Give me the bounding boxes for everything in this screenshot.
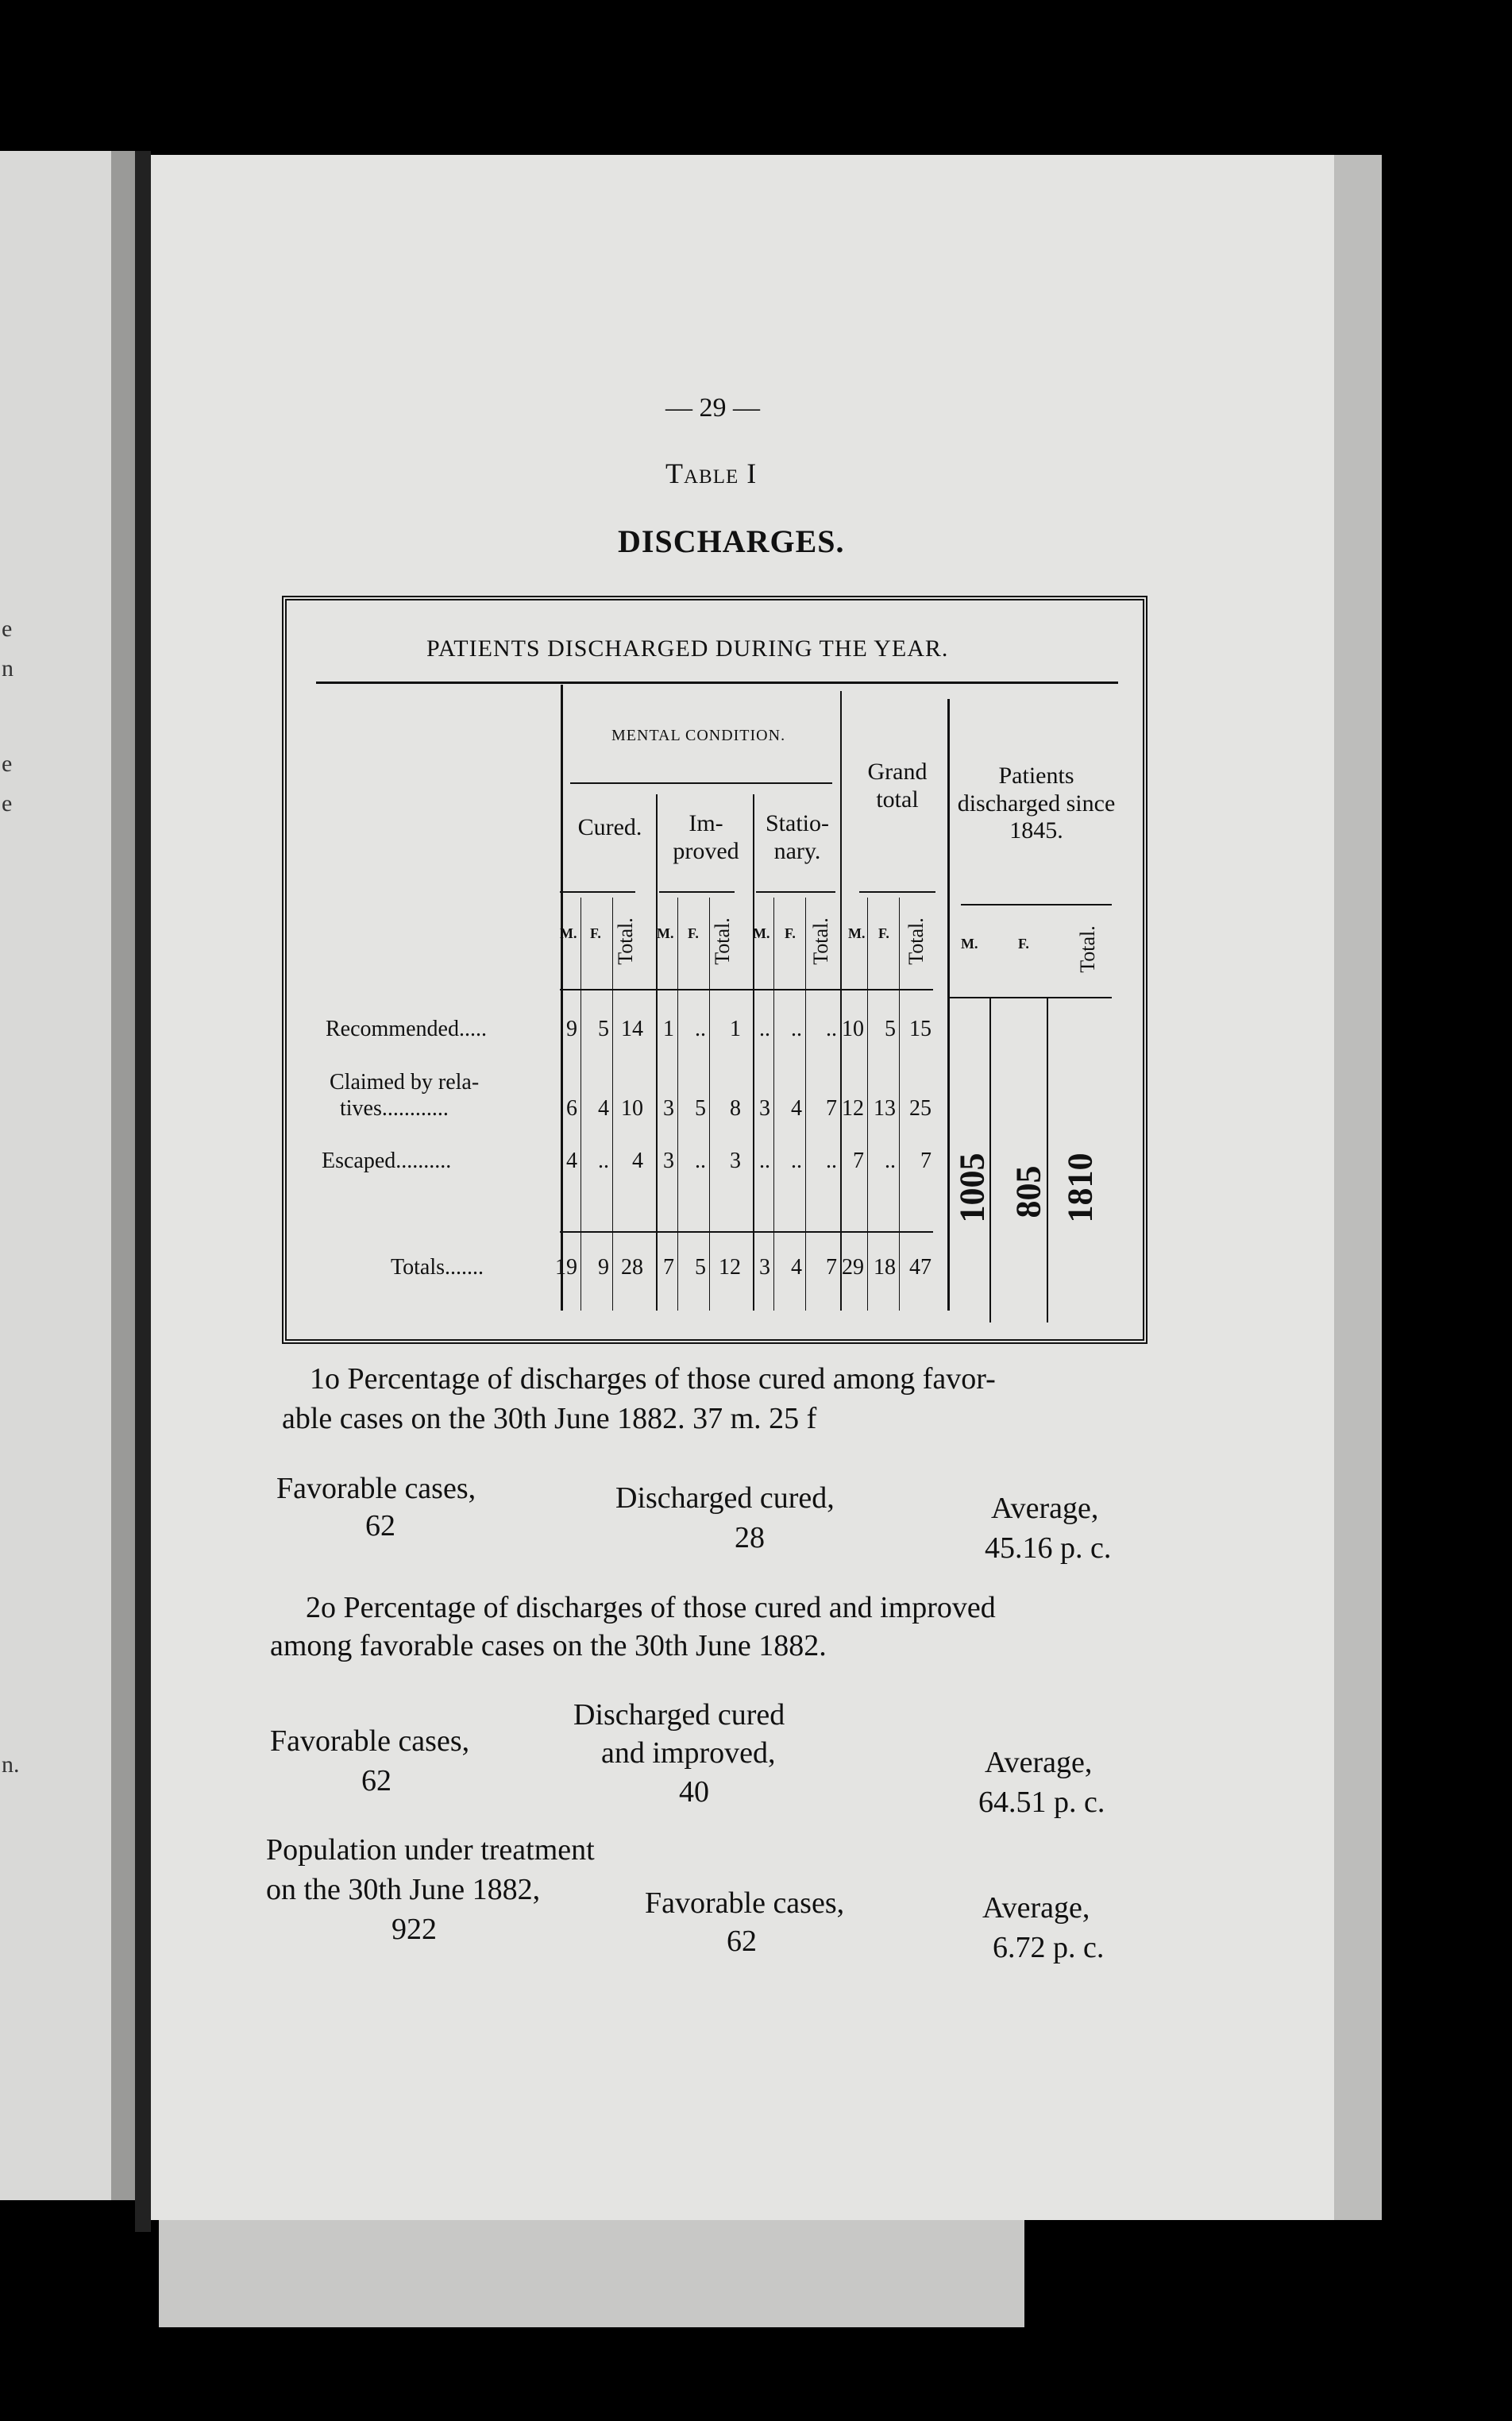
table-total-cell: 7 xyxy=(826,1255,837,1280)
table-cell: .. xyxy=(759,1149,770,1173)
sub-f: F. xyxy=(688,925,699,941)
sub-m: M. xyxy=(753,925,770,941)
r1-c-value: 45.16 p. c. xyxy=(985,1531,1112,1565)
r2-b-value: 40 xyxy=(679,1775,709,1809)
table-cell: 10 xyxy=(621,1096,643,1121)
table-cell: .. xyxy=(759,1017,770,1041)
sub-total: Total. xyxy=(613,917,637,965)
subheader-bottom-rule xyxy=(560,989,933,990)
table-cell: 3 xyxy=(663,1096,674,1121)
table-caption: PATIENTS DISCHARGED DURING THE YEAR. xyxy=(426,635,949,662)
since-1845-header: Patients discharged since 1845. xyxy=(957,763,1116,844)
table-cell: .. xyxy=(598,1149,609,1173)
table-total-cell: 28 xyxy=(621,1255,643,1280)
r2-a-value: 62 xyxy=(361,1764,392,1797)
cured-sub-rule xyxy=(560,891,635,893)
sub-m: M. xyxy=(848,925,866,941)
r1-c-label: Average, xyxy=(991,1492,1099,1525)
table-cell: 5 xyxy=(695,1096,706,1121)
table-total-cell: 9 xyxy=(598,1255,609,1280)
table-cell: 7 xyxy=(853,1149,864,1173)
since-header-bottom-rule xyxy=(949,997,1112,998)
cured-improved-rule xyxy=(656,794,658,1311)
r1-a-value: 62 xyxy=(365,1509,395,1543)
table-cell: 14 xyxy=(621,1017,643,1041)
left-page xyxy=(0,151,135,2200)
label-column-rule xyxy=(561,685,563,1311)
improved-stationary-rule xyxy=(753,794,754,1311)
col-sep xyxy=(899,898,900,1311)
book-gutter xyxy=(135,151,151,2232)
table-total-cell: 3 xyxy=(759,1255,770,1280)
table-total-cell: 7 xyxy=(663,1255,674,1280)
table-total-cell: 12 xyxy=(719,1255,741,1280)
cured-header: Cured. xyxy=(577,814,642,840)
table-total-cell: 5 xyxy=(695,1255,706,1280)
r3-b-label: Favorable cases, xyxy=(645,1886,845,1920)
table-cell: .. xyxy=(791,1017,802,1041)
r1-b-value: 28 xyxy=(735,1521,765,1554)
r3-c-label: Average, xyxy=(982,1891,1090,1925)
sub-total: Total. xyxy=(1075,925,1099,973)
sub-f: F. xyxy=(1018,936,1029,952)
r2-c-label: Average, xyxy=(985,1746,1093,1779)
table-total-cell: 19 xyxy=(555,1255,577,1280)
grand-total-header: Grand total xyxy=(867,759,928,813)
r3-b-value: 62 xyxy=(727,1925,757,1958)
left-page-fragment: e xyxy=(2,751,13,777)
row-label: Claimed by rela- xyxy=(330,1070,480,1095)
table-cell: 5 xyxy=(598,1017,609,1041)
table-cell: 7 xyxy=(920,1149,932,1173)
table-cell: 8 xyxy=(730,1096,741,1121)
table-cell: 13 xyxy=(874,1096,896,1121)
r3-a-value: 922 xyxy=(392,1913,437,1946)
left-page-fragment: e xyxy=(2,616,13,642)
table-total-cell: 4 xyxy=(791,1255,802,1280)
r1-b-label: Discharged cured, xyxy=(615,1481,835,1515)
r1-a-label: Favorable cases, xyxy=(276,1472,476,1505)
table-cell: 5 xyxy=(885,1017,896,1041)
col-sep xyxy=(805,898,806,1311)
p1-line1: 1o Percentage of discharges of those cured among favor- xyxy=(310,1362,996,1396)
table-cell: 12 xyxy=(842,1096,864,1121)
since-f-value: 805 xyxy=(1009,1165,1048,1218)
mental-condition-header: MENTAL CONDITION. xyxy=(611,727,786,744)
left-page-fragment: n xyxy=(2,655,14,682)
table-total-cell: 18 xyxy=(874,1255,896,1280)
table-total-cell: 47 xyxy=(909,1255,932,1280)
r2-c-value: 64.51 p. c. xyxy=(978,1786,1105,1819)
stationary-header: Statio- nary. xyxy=(766,810,829,864)
mental-condition-rule xyxy=(570,782,832,784)
row-label: Escaped.......... xyxy=(322,1149,452,1173)
since-sub-rule xyxy=(961,904,1112,905)
table-cell: .. xyxy=(791,1149,802,1173)
row-label: Totals....... xyxy=(391,1255,484,1280)
row-label: tives............ xyxy=(340,1096,449,1121)
table-cell: .. xyxy=(826,1149,837,1173)
table-cell: 1 xyxy=(730,1017,741,1041)
table-cell: 10 xyxy=(842,1017,864,1041)
table-cell: .. xyxy=(885,1149,896,1173)
table-cell: 7 xyxy=(826,1096,837,1121)
sub-total: Total. xyxy=(808,917,832,965)
table-cell: .. xyxy=(826,1017,837,1041)
p1-line2: able cases on the 30th June 1882. 37 m. 25 f xyxy=(282,1402,817,1435)
table-cell: .. xyxy=(695,1149,706,1173)
improved-header: Im- proved xyxy=(673,810,739,864)
since-f-total-rule xyxy=(1047,997,1048,1322)
table-cell: .. xyxy=(695,1017,706,1041)
table-total-cell: 29 xyxy=(842,1255,864,1280)
table-cell: 25 xyxy=(909,1096,932,1121)
r2-b-label2: and improved, xyxy=(601,1736,776,1770)
table-cell: 4 xyxy=(566,1149,577,1173)
r3-a-label2: on the 30th June 1882, xyxy=(266,1873,541,1906)
since-m-value: 1005 xyxy=(952,1153,992,1223)
caption-rule xyxy=(316,682,1118,684)
sub-total: Total. xyxy=(904,917,928,965)
table-cell: 3 xyxy=(730,1149,741,1173)
left-page-fragment: n. xyxy=(2,1751,20,1778)
r2-b-label1: Discharged cured xyxy=(573,1698,785,1732)
sub-f: F. xyxy=(785,925,796,941)
sub-m: M. xyxy=(560,925,577,941)
totals-rule xyxy=(560,1231,933,1233)
r3-c-value: 6.72 p. c. xyxy=(993,1931,1105,1964)
table-cell: 4 xyxy=(598,1096,609,1121)
since-column-rule xyxy=(947,699,950,1311)
table-cell: 9 xyxy=(566,1017,577,1041)
sub-total: Total. xyxy=(710,917,734,965)
sub-f: F. xyxy=(878,925,889,941)
row-label: Recommended..... xyxy=(326,1017,487,1041)
table-cell: 1 xyxy=(663,1017,674,1041)
table-cell: 3 xyxy=(759,1096,770,1121)
page-title: DISCHARGES. xyxy=(618,523,845,559)
table-label: Table I xyxy=(665,458,758,489)
left-page-edge xyxy=(111,151,135,2200)
left-page-fragment: e xyxy=(2,790,13,817)
improved-sub-rule xyxy=(659,891,735,893)
page-edge-shadow xyxy=(1334,155,1382,2220)
r2-a-label: Favorable cases, xyxy=(270,1724,470,1758)
stationary-sub-rule xyxy=(756,891,835,893)
table-cell: 4 xyxy=(791,1096,802,1121)
grand-sub-rule xyxy=(859,891,935,893)
page-number: — 29 — xyxy=(665,393,760,423)
table-cell: 6 xyxy=(566,1096,577,1121)
table-cell: 3 xyxy=(663,1149,674,1173)
stationary-grand-rule xyxy=(840,691,842,1311)
p2-line1: 2o Percentage of discharges of those cured and improved xyxy=(306,1591,996,1624)
p2-line2: among favorable cases on the 30th June 1882. xyxy=(270,1629,827,1662)
since-total-value: 1810 xyxy=(1060,1153,1100,1223)
sub-m: M. xyxy=(961,936,978,952)
sub-f: F. xyxy=(590,925,601,941)
sub-m: M. xyxy=(657,925,674,941)
r3-a-label1: Population under treatment xyxy=(266,1833,595,1867)
table-cell: 15 xyxy=(909,1017,932,1041)
table-cell: 4 xyxy=(632,1149,643,1173)
